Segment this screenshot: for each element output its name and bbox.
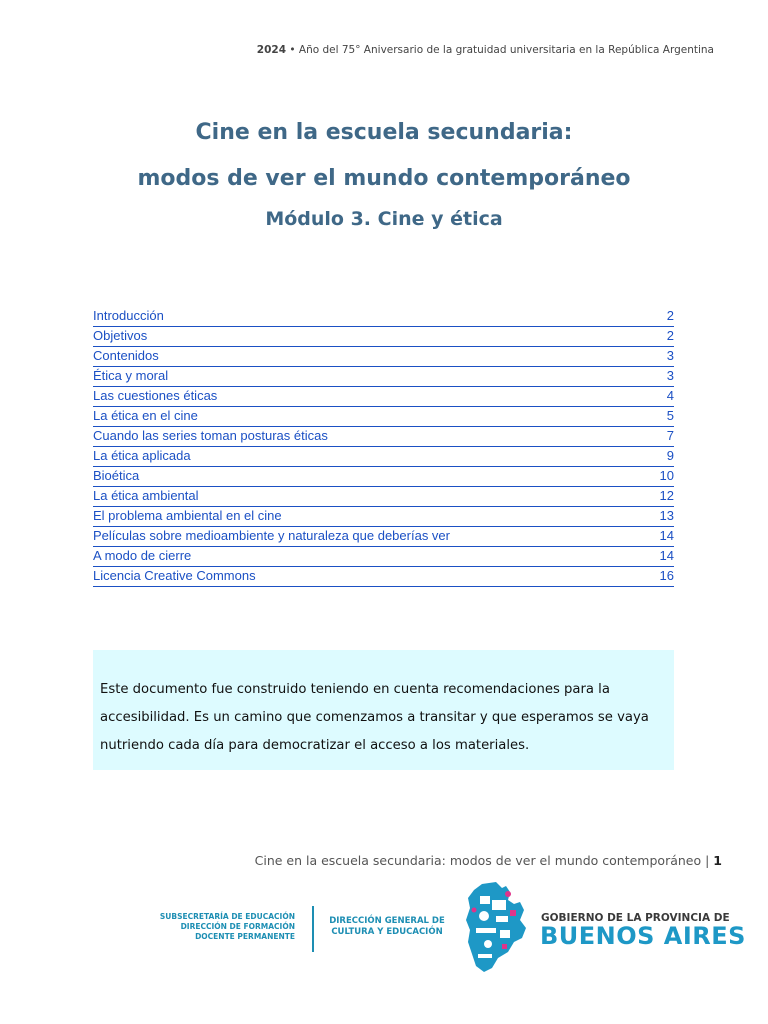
toc-entry[interactable]: [93, 407, 674, 427]
toc-entry-label[interactable]: Las cuestiones éticas: [93, 388, 218, 403]
subsecretaria-logo: [120, 912, 295, 942]
toc-entry-page[interactable]: 12: [659, 488, 674, 503]
toc-entry[interactable]: [93, 327, 674, 347]
toc-entry-page[interactable]: 7: [666, 428, 674, 443]
toc-entry[interactable]: [93, 387, 674, 407]
toc-entry[interactable]: [93, 567, 674, 587]
toc-entry[interactable]: [93, 447, 674, 467]
direccion-general-logo: [322, 916, 452, 938]
toc-entry[interactable]: [93, 547, 674, 567]
toc-entry-label[interactable]: La ética aplicada: [93, 448, 191, 463]
toc-entry[interactable]: [93, 307, 674, 327]
running-footer: [255, 853, 722, 868]
toc-entry-page[interactable]: 10: [659, 468, 674, 483]
logo-divider: [312, 906, 314, 952]
direccion-formacion-label-1: DIRECCIÓN DE FORMACIÓN: [180, 922, 295, 931]
toc-entry-label[interactable]: Bioética: [93, 468, 140, 483]
toc-entry-label[interactable]: La ética ambiental: [93, 488, 199, 503]
toc-entry-label[interactable]: Cuando las series toman posturas éticas: [93, 428, 328, 443]
running-title: Cine en la escuela secundaria: modos de ver el mundo contemporáneo |: [254, 853, 710, 868]
document-title-line1: Cine en la escuela secundaria:: [195, 120, 573, 145]
gobierno-label: GOBIERNO DE LA PROVINCIA DE: [541, 912, 730, 924]
document-title-line2: modos de ver el mundo contemporáneo: [137, 166, 631, 191]
toc-entry-page[interactable]: 14: [659, 548, 674, 563]
accessibility-notice: [93, 650, 674, 770]
direccion-formacion-label-2: DOCENTE PERMANENTE: [195, 932, 295, 941]
header-note: [257, 44, 714, 56]
toc-entry-label[interactable]: Objetivos: [93, 328, 148, 343]
direccion-general-label-1: DIRECCIÓN GENERAL DE: [329, 916, 445, 926]
toc-entry-label[interactable]: Contenidos: [93, 348, 159, 363]
toc-entry-page[interactable]: 2: [666, 308, 674, 323]
toc-entry-page[interactable]: 5: [666, 408, 674, 423]
province-map-icon: [462, 880, 532, 975]
direccion-general-label-2: CULTURA Y EDUCACIÓN: [331, 927, 443, 937]
toc-entry[interactable]: [93, 427, 674, 447]
toc-entry[interactable]: [93, 487, 674, 507]
toc-entry[interactable]: [93, 467, 674, 487]
toc-entry-page[interactable]: 2: [666, 328, 674, 343]
toc-entry-label[interactable]: La ética en el cine: [93, 408, 198, 423]
module-title: Módulo 3. Cine y ética: [265, 208, 503, 230]
header-year: 2024: [256, 44, 287, 56]
toc-entry-page[interactable]: 16: [659, 568, 674, 583]
toc-entry[interactable]: [93, 527, 674, 547]
toc-entry-label[interactable]: Introducción: [93, 308, 164, 323]
accessibility-text: Este documento fue construido teniendo en cuenta recomendaciones para la accesibilidad. Es un camino que comenzamos a transitar y que esperamos se vaya nutriendo cada día para democratizar el acceso a los materiales.: [100, 682, 649, 753]
toc-entry[interactable]: [93, 367, 674, 387]
toc-entry[interactable]: [93, 507, 674, 527]
toc-entry[interactable]: [93, 347, 674, 367]
toc-entry-label[interactable]: Películas sobre medioambiente y naturaleza que deberías ver: [93, 528, 450, 543]
header-note-text: • Año del 75° Aniversario de la gratuidad universitaria en la República Argentina: [286, 44, 714, 56]
toc-entry-label[interactable]: Licencia Creative Commons: [93, 568, 256, 583]
toc-entry-page[interactable]: 3: [666, 368, 674, 383]
toc-entry-page[interactable]: 13: [659, 508, 674, 523]
toc-entry-page[interactable]: 4: [666, 388, 674, 403]
toc-entry-label[interactable]: A modo de cierre: [93, 548, 192, 563]
toc-entry-page[interactable]: 3: [666, 348, 674, 363]
page-number: 1: [713, 853, 722, 868]
toc-entry-page[interactable]: 14: [659, 528, 674, 543]
toc-entry-label[interactable]: El problema ambiental en el cine: [93, 508, 282, 523]
buenos-aires-label: BUENOS AIRES: [540, 922, 746, 950]
subsecretaria-label: SUBSECRETARÍA DE EDUCACIÓN: [159, 912, 295, 921]
table-of-contents: [93, 307, 674, 587]
toc-entry-label[interactable]: Ética y moral: [93, 368, 169, 383]
toc-entry-page[interactable]: 9: [666, 448, 674, 463]
